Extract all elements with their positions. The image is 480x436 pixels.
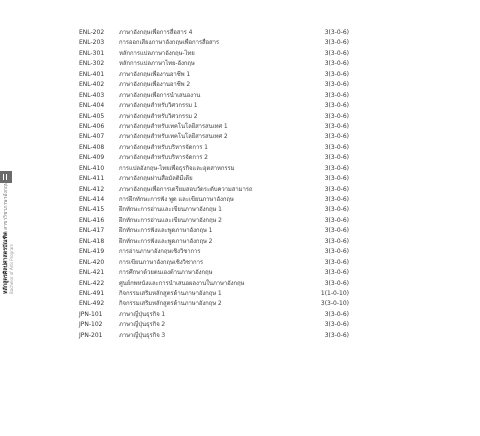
course-name: การเขียนภาษาอังกฤษเชิงวิชาการ xyxy=(119,258,203,266)
course-code: JPN-101 xyxy=(79,310,103,318)
course-row xyxy=(79,153,349,163)
course-code: ENL-405 xyxy=(79,112,105,120)
course-row xyxy=(79,258,349,268)
course-name: ภาษาอังกฤษสำหรับบริหารจัดการ 2 xyxy=(119,154,208,162)
course-row xyxy=(79,226,349,236)
course-name: ฝึกทักษะการอ่านและเขียนภาษาอังกฤษ 2 xyxy=(119,216,222,224)
course-credits: 3(3-0-6) xyxy=(324,237,349,245)
course-credits: 3(3-0-6) xyxy=(324,60,349,68)
course-code: ENL-202 xyxy=(79,29,105,36)
course-name: ศูนย์กพหนังและการนำเสนอผลงานในภาษาอังกฤษ xyxy=(119,279,245,287)
course-row xyxy=(79,320,349,330)
course-code: ENL-419 xyxy=(79,248,105,256)
course-credits: 3(3-0-6) xyxy=(324,269,349,277)
course-code: ENL-407 xyxy=(79,133,105,141)
side-caption-subtitle: Bachelor of Arts Program xyxy=(9,243,14,294)
course-name: การศึกษาด้วยตนเองด้านภาษาอังกฤษ xyxy=(119,269,213,277)
course-credits: 3(3-0-6) xyxy=(324,133,349,141)
course-credits: 3(3-0-6) xyxy=(324,248,349,256)
course-credits: 3(3-0-6) xyxy=(324,164,349,172)
course-name: กิจกรรมเสริมหลักสูตรด้านภาษาอังกฤษ 2 xyxy=(119,300,222,308)
course-row xyxy=(79,143,349,153)
course-credits: 3(3-0-6) xyxy=(324,279,349,287)
course-code: ENL-422 xyxy=(79,279,105,287)
course-credits: 3(3-0-6) xyxy=(324,185,349,193)
course-code: ENL-416 xyxy=(79,216,105,224)
course-name: ฝึกทักษะการฟังและพูดภาษาอังกฤษ 2 xyxy=(119,237,213,245)
course-row xyxy=(79,268,349,278)
course-row xyxy=(79,164,349,174)
course-name: การฝึกทักษะการฟัง พูด และเขียนภาษาอังกฤษ xyxy=(119,196,234,203)
course-row xyxy=(79,310,349,320)
course-row xyxy=(79,132,349,142)
course-row xyxy=(79,38,349,48)
course-code: ENL-301 xyxy=(79,49,105,57)
course-name: ภาษาญี่ปุ่นธุรกิจ 2 xyxy=(119,321,166,329)
course-row xyxy=(79,185,349,195)
course-name: ภาษาอังกฤษสำหรับเทคโนโลยีสารสนเทศ 1 xyxy=(119,122,228,130)
course-name: การแปลอังกฤษ-ไทยเพื่อธุรกิจและอุตสาหกรรม xyxy=(119,164,235,172)
course-code: JPN-201 xyxy=(79,331,103,339)
course-name: ฝึกทักษะการฟังและพูดภาษาอังกฤษ 1 xyxy=(119,227,213,235)
course-code: ENL-408 xyxy=(79,143,105,151)
course-code: ENL-404 xyxy=(79,102,105,110)
course-code: ENL-409 xyxy=(79,154,105,162)
course-row xyxy=(79,247,349,257)
course-name: การออกเสียงภาษาอังกฤษเพื่อการสื่อสาร xyxy=(119,39,219,47)
course-row xyxy=(79,59,349,69)
course-name: ภาษาอังกฤษผ่านสื่อมัลติมีเดีย xyxy=(119,175,193,183)
course-credits: 3(3-0-6) xyxy=(324,154,349,162)
course-row xyxy=(79,174,349,184)
course-row xyxy=(79,289,349,299)
course-code: ENL-411 xyxy=(79,175,105,183)
side-caption xyxy=(2,181,28,296)
course-code: ENL-406 xyxy=(79,122,105,130)
course-row xyxy=(79,279,349,289)
course-credits: 3(3-0-6) xyxy=(324,310,349,318)
course-name: ภาษาอังกฤษสำหรับวิศวกรรม 2 xyxy=(119,112,198,120)
course-code: JPN-102 xyxy=(79,321,103,329)
course-code: ENL-491 xyxy=(79,289,105,297)
course-row xyxy=(79,299,349,309)
course-credits: 3(3-0-6) xyxy=(324,143,349,151)
course-credits: 3(3-0-6) xyxy=(324,49,349,57)
course-row xyxy=(79,112,349,122)
course-credits: 3(3-0-6) xyxy=(324,122,349,130)
course-credits: 3(3-0-6) xyxy=(324,70,349,78)
course-code: ENL-417 xyxy=(79,227,105,235)
course-name: ภาษาอังกฤษเพื่อการเตรียมสอบวัดระดับความสามารถ xyxy=(119,185,253,193)
course-name: ภาษาอังกฤษเพื่องานอาชีพ 1 xyxy=(119,70,191,78)
course-credits: 3(3-0-6) xyxy=(324,321,349,329)
course-row xyxy=(79,205,349,215)
course-code: ENL-414 xyxy=(79,196,105,203)
course-credits: 3(3-0-6) xyxy=(324,81,349,89)
course-credits: 3(3-0-6) xyxy=(324,216,349,224)
course-code: ENL-421 xyxy=(79,269,105,277)
course-credits: 1(1-0-10) xyxy=(320,289,349,297)
course-credits: 3(3-0-6) xyxy=(324,39,349,47)
course-code: ENL-203 xyxy=(79,39,105,47)
course-name: ภาษาอังกฤษสำหรับวิศวกรรม 1 xyxy=(119,102,198,110)
course-credits: 3(3-0-6) xyxy=(324,175,349,183)
course-name: กิจกรรมเสริมหลักสูตรด้านภาษาอังกฤษ 1 xyxy=(119,289,222,297)
course-credits: 3(3-0-6) xyxy=(324,331,349,339)
course-code: ENL-415 xyxy=(79,206,105,214)
course-name: ภาษาอังกฤษเพื่องานอาชีพ 2 xyxy=(119,81,191,89)
course-code: ENL-410 xyxy=(79,164,105,172)
course-code: ENL-420 xyxy=(79,258,105,266)
course-name: การอ่านภาษาอังกฤษเชิงวิชาการ xyxy=(119,248,201,256)
course-code: ENL-412 xyxy=(79,185,105,193)
course-code: ENL-401 xyxy=(79,70,105,78)
course-code: ENL-302 xyxy=(79,60,105,68)
course-row xyxy=(79,101,349,111)
course-row xyxy=(79,70,349,80)
course-row xyxy=(79,331,349,341)
course-row xyxy=(79,216,349,226)
course-name: ภาษาญี่ปุ่นธุรกิจ 1 xyxy=(119,310,166,318)
course-row xyxy=(79,49,349,59)
course-code: ENL-418 xyxy=(79,237,105,245)
course-credits: 3(3-0-6) xyxy=(324,258,349,266)
course-credits: 3(3-0-6) xyxy=(324,102,349,110)
course-row xyxy=(79,237,349,247)
course-credits: 3(3-0-6) xyxy=(324,227,349,235)
course-row xyxy=(79,80,349,90)
course-credits: 3(3-0-6) xyxy=(324,196,349,203)
course-name: ฝึกทักษะการอ่านและเขียนภาษาอังกฤษ 1 xyxy=(119,206,222,214)
course-credits: 3(3-0-6) xyxy=(324,206,349,214)
course-name: ภาษาอังกฤษเพื่อการสื่อสาร 4 xyxy=(119,29,193,36)
course-row xyxy=(79,28,349,38)
course-name: ภาษาอังกฤษสำหรับบริหารจัดการ 1 xyxy=(119,143,208,151)
course-code: ENL-492 xyxy=(79,300,105,308)
course-credits: 3(3-0-6) xyxy=(324,29,349,36)
course-credits: 3(3-0-6) xyxy=(324,91,349,99)
course-name: ภาษาอังกฤษเพื่อการนำเสนองาน xyxy=(119,91,201,99)
course-code: ENL-402 xyxy=(79,81,105,89)
course-credits: 3(3-0-10) xyxy=(320,300,349,308)
course-name: หลักการแปลภาษาไทย-อังกฤษ xyxy=(119,60,195,68)
course-name: ภาษาญี่ปุ่นธุรกิจ 3 xyxy=(119,331,166,339)
course-code: ENL-403 xyxy=(79,91,105,99)
course-row xyxy=(79,122,349,132)
course-row xyxy=(79,91,349,101)
course-name: ภาษาอังกฤษสำหรับเทคโนโลยีสารสนเทศ 2 xyxy=(119,133,228,141)
side-caption-bold: หลักสูตรศิลปศาสตรบัณฑิต xyxy=(3,231,9,294)
course-credits: 3(3-0-6) xyxy=(324,112,349,120)
course-list xyxy=(79,28,349,341)
side-caption-rest: สาขาวิชาภาษาอังกฤษ xyxy=(3,181,9,232)
course-row xyxy=(79,195,349,205)
course-name: หลักการแปลภาษาอังกฤษ-ไทย xyxy=(119,49,195,57)
